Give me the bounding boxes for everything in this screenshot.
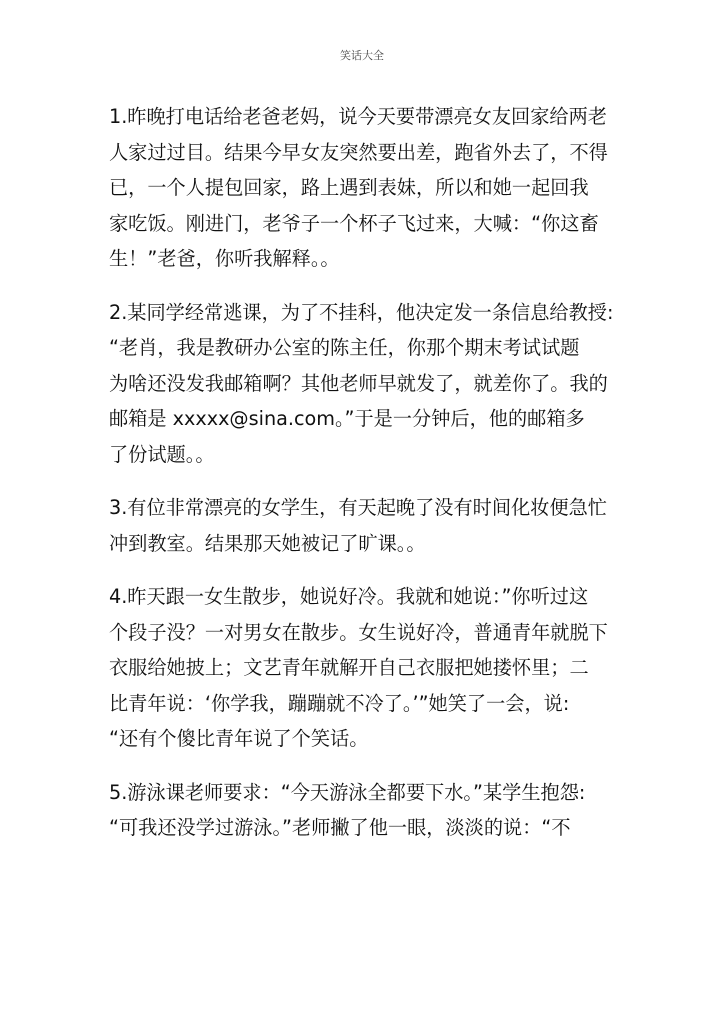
- text-line: 家吃饭。刚进门，老爷子一个杯子飞过来，大喊：“你这畜: [109, 211, 599, 235]
- joke-paragraph-3: [109, 490, 621, 561]
- text-line: 1.昨晚打电话给老爸老妈，说今天要带漂亮女友回家给两老: [109, 105, 607, 128]
- text-line: 5.游泳课老师要求：“今天游泳全都要下水。”某学生抱怨:: [109, 780, 586, 804]
- text-line: 2.某同学经常逃课，为了不挂科，他决定发一条信息给教授:: [109, 300, 614, 324]
- joke-paragraph-4: [109, 579, 621, 757]
- joke-paragraph-5: [109, 775, 621, 846]
- joke-paragraph-2: [109, 295, 621, 473]
- document-title: 笑话大全: [340, 49, 384, 62]
- text-line: 邮箱是 xxxxx@sina.com。”于是一分钟后，他的邮箱多: [109, 407, 585, 430]
- text-line: 个段子没？一对男女在散步。女生说好冷，普通青年就脱下: [109, 620, 608, 644]
- text-line: 3.有位非常漂亮的女学生，有天起晚了没有时间化妆便急忙: [109, 496, 607, 519]
- text-line: “老肖，我是教研办公室的陈主任，你那个期末考试试题: [109, 336, 580, 359]
- text-line: 冲到教室。结果那天她被记了旷课。。: [109, 531, 426, 555]
- text-line: 4.昨天跟一女生散步，她说好冷。我就和她说：”你听过这: [109, 585, 589, 608]
- document-body: [109, 99, 621, 864]
- text-line: 衣服给她披上；文艺青年就解开自己衣服把她搂怀里；二: [109, 656, 589, 679]
- joke-paragraph-1: [109, 99, 621, 277]
- page-header: [0, 48, 724, 64]
- text-line: 已，一个人提包回家，路上遇到表妹，所以和她一起回我: [109, 176, 589, 199]
- text-line: 比青年说：‘你学我，蹦蹦就不冷了。’”她笑了一会，说:: [109, 691, 570, 715]
- text-line: “可我还没学过游泳。”老师撇了他一眼，淡淡的说：“不: [109, 816, 571, 839]
- text-line: 为啥还没发我邮箱啊？其他老师早就发了，就差你了。我的: [109, 371, 608, 395]
- text-line: “还有个傻比青年说了个笑话。: [109, 727, 369, 750]
- text-line: 人家过过目。结果今早女友突然要出差，跑省外去了，不得: [109, 140, 608, 164]
- text-line: 了份试题。。: [109, 442, 215, 466]
- text-line: 生！”老爸，你听我解释。。: [109, 247, 340, 270]
